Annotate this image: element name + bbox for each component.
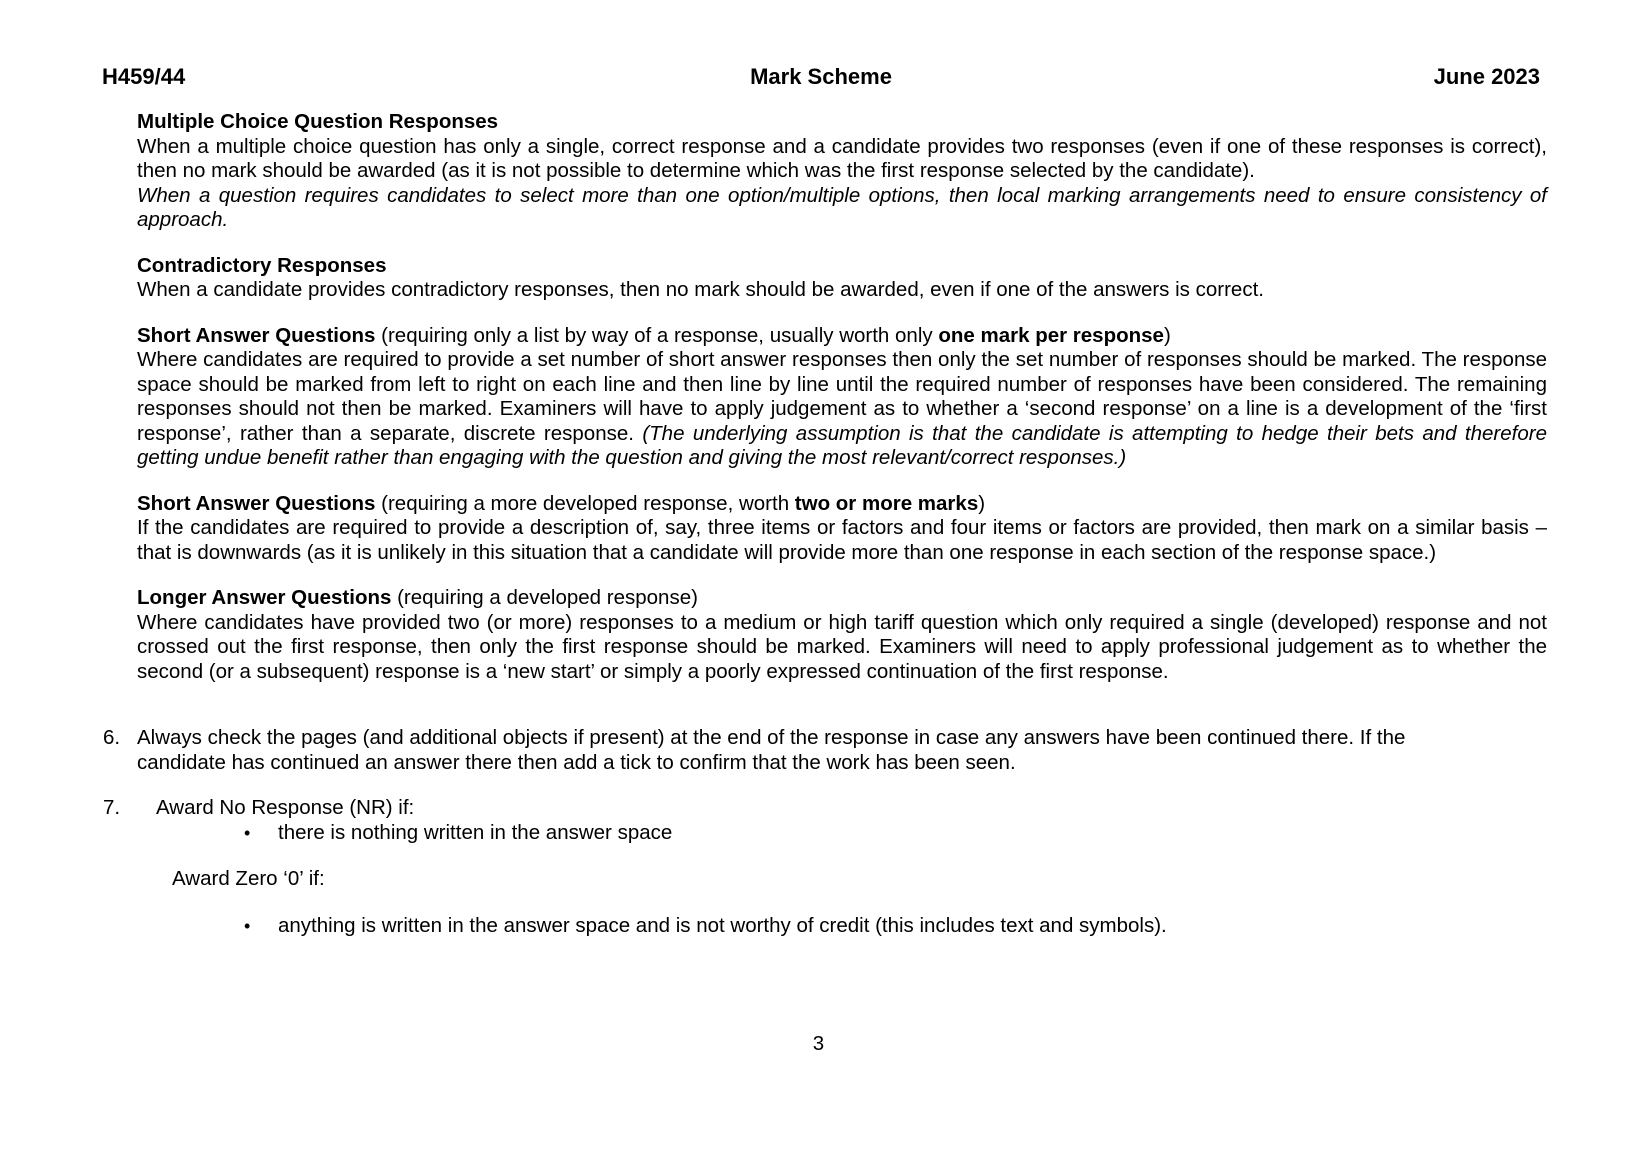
- item-number: 6.: [103, 726, 121, 749]
- exam-session: June 2023: [1433, 64, 1541, 89]
- item-text: Award No Response (NR) if:: [156, 796, 415, 819]
- section-short-answer-list: [137, 324, 1547, 471]
- item-number: 7.: [103, 796, 121, 819]
- numbered-guidance-list: [103, 726, 1547, 938]
- bullet-text: anything is written in the answer space and is not worthy of credit (this includes text and symbols).: [278, 913, 1167, 937]
- section-longer-answer: [137, 586, 1547, 684]
- section-short-answer-developed: [137, 492, 1547, 566]
- section-body: If the candidates are required to provide a description of, say, three items or factors and four items or factors are provided, then mark on a similar basis – that is downwards (as it is unlikely in this situation that a candidate will provide more than one response in each section of the response space.): [137, 516, 1547, 564]
- section-body: Where candidates are required to provide a set number of short answer responses then only the set number of responses should be marked. The response space should be marked from left to right on each line and then line by line until the required number of responses have been considered. The remaining responses should not then be marked. Examiners will have to apply judgement as to whether a ‘second response’ on a line is a development of the ‘first response’, rather than a separate, discrete response. (The underlying assumption is that the candidate is attempting to hedge their bets and therefore getting undue benefit rather than engaging with the question and giving the most relevant/correct responses.): [137, 348, 1547, 469]
- section-body: Where candidates have provided two (or more) responses to a medium or high tariff question which only required a single (developed) response and not crossed out the first response, then only the first response should be marked. Examiners will need to apply professional judgement as to whether the second (or a subsequent) response is a ‘new start’ or simply a poorly expressed continuation of the first response.: [137, 610, 1547, 683]
- doc-title: Mark Scheme: [750, 64, 892, 89]
- section-contradictory-responses: [137, 254, 1547, 303]
- section-heading: Longer Answer Questions (requiring a developed response): [137, 586, 698, 609]
- bullet-text: there is nothing written in the answer space: [278, 820, 673, 844]
- section-heading: Multiple Choice Question Responses: [137, 110, 499, 133]
- page-header: [0, 64, 1637, 90]
- list-item-6: [103, 726, 1547, 775]
- page-footer: [0, 1032, 1637, 1057]
- bullet-icon: •: [244, 915, 251, 936]
- bullet-item: [137, 821, 1547, 846]
- award-zero-subheading: Award Zero ‘0’ if:: [172, 867, 325, 890]
- section-heading: Contradictory Responses: [137, 253, 387, 277]
- section-note-italic: When a question requires candidates to select more than one option/multiple options, then local marking arrangements need to ensure consistency of approach.: [137, 183, 1547, 231]
- page-number: 3: [812, 1032, 825, 1055]
- section-heading: Short Answer Questions (requiring only a list by way of a response, usually worth only one mark per response): [137, 323, 1171, 347]
- guidance-sections: [0, 110, 1637, 684]
- section-heading: Short Answer Questions (requiring a more developed response, worth two or more marks): [137, 491, 986, 515]
- list-item-7: [103, 796, 1547, 938]
- paper-code: H459/44: [102, 64, 186, 89]
- section-body: When a candidate provides contradictory responses, then no mark should be awarded, even if one of the answers is correct.: [137, 278, 1264, 301]
- bullet-icon: •: [244, 822, 251, 843]
- bullet-item: [137, 914, 1547, 939]
- section-body: When a multiple choice question has only a single, correct response and a candidate provides two responses (even if one of these responses is correct), then no mark should be awarded (as it is not possible to determine which was the first response selected by the candidate).: [137, 134, 1547, 182]
- item-text: Always check the pages (and additional objects if present) at the end of the response in case any answers have been continued there. If the candidate has continued an answer there then add a tick to confirm that the work has been seen.: [137, 726, 1406, 774]
- section-multiple-choice-responses: [137, 110, 1547, 233]
